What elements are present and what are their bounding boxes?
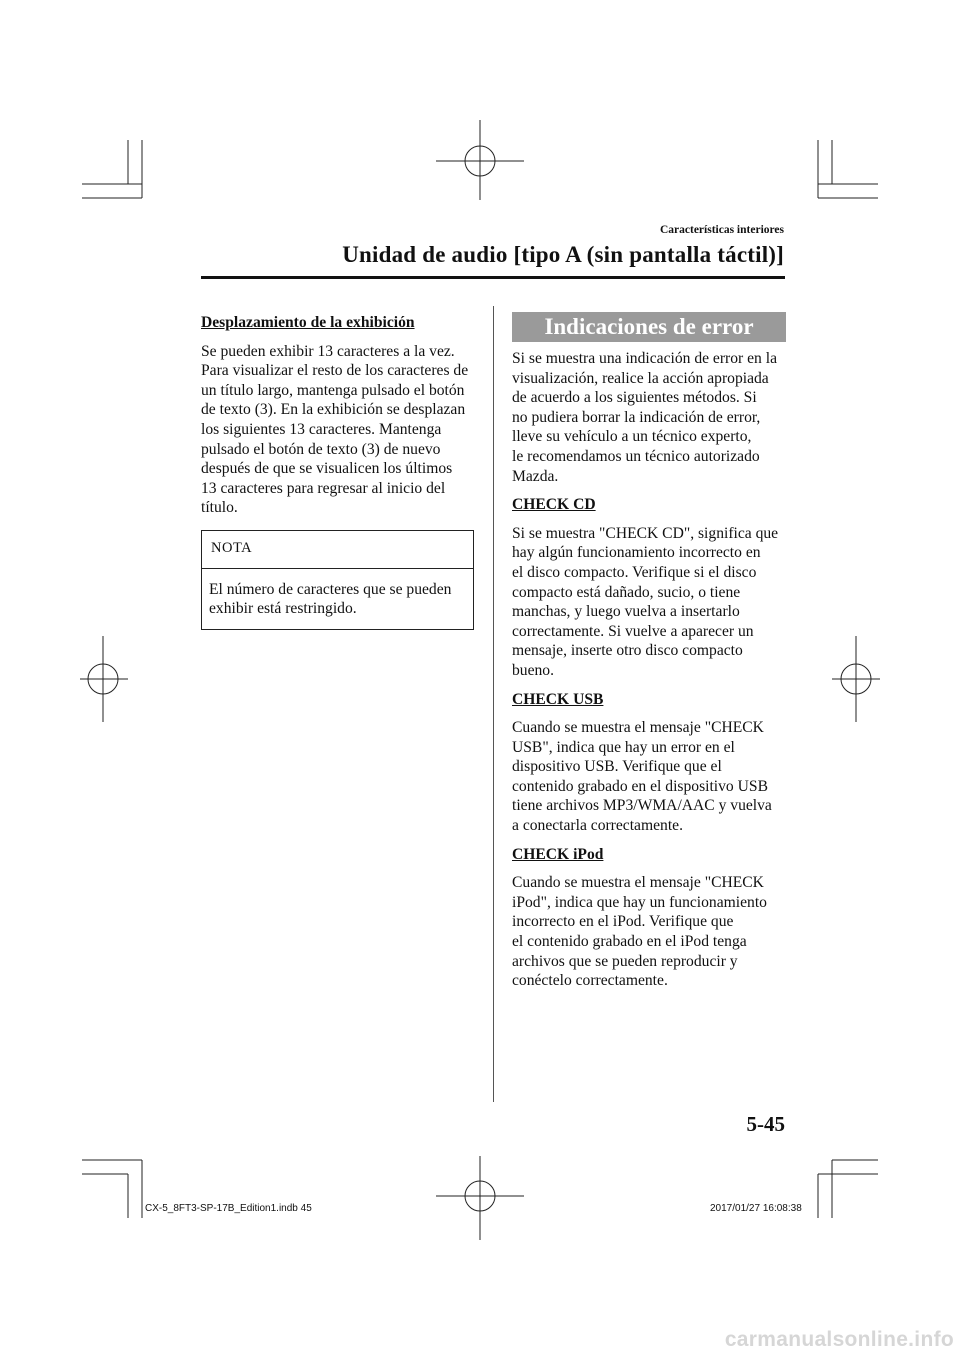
paragraph-line: archivos que se pueden reproducir y bbox=[512, 952, 738, 970]
paragraph-line: 13 caracteres para regresar al inicio del bbox=[201, 479, 446, 497]
note-label: NOTA bbox=[202, 531, 473, 569]
paragraph-line: dispositivo USB. Verifique que el bbox=[512, 758, 722, 776]
print-file-info: CX-5_8FT3-SP-17B_Edition1.indb 45 bbox=[145, 1203, 312, 1214]
scroll-display-paragraph bbox=[201, 342, 485, 518]
paragraph-line: lleve su vehículo a un técnico experto, bbox=[512, 428, 752, 446]
paragraph-line: después de que se visualicen los últimos bbox=[201, 460, 453, 478]
paragraph-line: de texto (3). En la exhibición se desplazan bbox=[201, 401, 466, 419]
paragraph-line: manchas, y luego vuelva a insertarlo bbox=[512, 603, 740, 621]
intro-paragraph bbox=[512, 349, 802, 486]
paragraph-line: USB", indica que hay un error en el bbox=[512, 738, 735, 756]
right-column bbox=[512, 312, 802, 1000]
header-rule bbox=[201, 276, 785, 279]
column-divider bbox=[493, 306, 494, 1102]
paragraph-line: los siguientes 13 caracteres. Mantenga bbox=[201, 420, 442, 438]
note-line: exhibir está restringido. bbox=[209, 600, 357, 618]
check-ipod-heading: CHECK iPod bbox=[512, 845, 604, 863]
paragraph-line: a conectarla correctamente. bbox=[512, 817, 683, 835]
check-usb-heading: CHECK USB bbox=[512, 690, 604, 708]
check-ipod-paragraph bbox=[512, 873, 802, 991]
paragraph-line: le recomendamos un técnico autorizado bbox=[512, 447, 760, 465]
paragraph-line: un título largo, mantenga pulsado el botón bbox=[201, 381, 465, 399]
check-cd-heading: CHECK CD bbox=[512, 496, 596, 514]
paragraph-line: no pudiera borrar la indicación de error, bbox=[512, 408, 761, 426]
watermark: carmanualsonline.info bbox=[724, 1328, 954, 1351]
paragraph-line: hay algún funcionamiento incorrecto en bbox=[512, 544, 761, 562]
paragraph-line: el contenido grabado en el iPod tenga bbox=[512, 933, 747, 951]
check-cd-paragraph bbox=[512, 524, 802, 681]
paragraph-line: de acuerdo a los siguientes métodos. Si bbox=[512, 389, 757, 407]
paragraph-line: tiene archivos MP3/WMA/AAC y vuelva bbox=[512, 797, 772, 815]
paragraph-line: el disco compacto. Verifique si el disco bbox=[512, 563, 757, 581]
note-body bbox=[202, 569, 473, 629]
paragraph-line: conéctelo correctamente. bbox=[512, 972, 668, 990]
paragraph-line: Para visualizar el resto de los caracteres de bbox=[201, 362, 469, 380]
paragraph-line: Cuando se muestra el mensaje "CHECK bbox=[512, 874, 764, 892]
paragraph-line: Si se muestra una indicación de error en la bbox=[512, 350, 777, 367]
section-label: Características interiores bbox=[659, 224, 784, 236]
paragraph-line: pulsado el botón de texto (3) de nuevo bbox=[201, 440, 441, 458]
note-box bbox=[201, 530, 474, 630]
page-number: 5-45 bbox=[746, 1112, 785, 1136]
left-column bbox=[201, 313, 485, 630]
paragraph-line: incorrecto en el iPod. Verifique que bbox=[512, 913, 734, 931]
scroll-display-heading: Desplazamiento de la exhibición bbox=[201, 314, 415, 331]
paragraph-line: contenido grabado en el dispositivo USB bbox=[512, 777, 768, 795]
paragraph-line: bueno. bbox=[512, 661, 555, 679]
paragraph-line: Se pueden exhibir 13 caracteres a la vez. bbox=[201, 342, 455, 360]
paragraph-line: compacto está dañado, sucio, o tiene bbox=[512, 583, 741, 601]
paragraph-line: Si se muestra "CHECK CD", significa que bbox=[512, 524, 779, 542]
check-usb-paragraph bbox=[512, 718, 802, 836]
paragraph-line: correctamente. Si vuelve a aparecer un bbox=[512, 622, 754, 640]
paragraph-line: mensaje, inserte otro disco compacto bbox=[512, 642, 743, 660]
paragraph-line: iPod", indica que hay un funcionamiento bbox=[512, 893, 767, 911]
paragraph-line: Cuando se muestra el mensaje "CHECK bbox=[512, 719, 764, 737]
paragraph-line: Mazda. bbox=[512, 467, 559, 485]
paragraph-line: visualización, realice la acción apropiada bbox=[512, 369, 769, 387]
error-indications-banner: Indicaciones de error bbox=[512, 312, 786, 342]
page-title: Unidad de audio [tipo A (sin pantalla táctil)] bbox=[342, 242, 784, 267]
note-line: El número de caracteres que se pueden bbox=[209, 580, 452, 598]
paragraph-line: título. bbox=[201, 499, 238, 517]
print-timestamp: 2017/01/27 16:08:38 bbox=[710, 1203, 802, 1214]
